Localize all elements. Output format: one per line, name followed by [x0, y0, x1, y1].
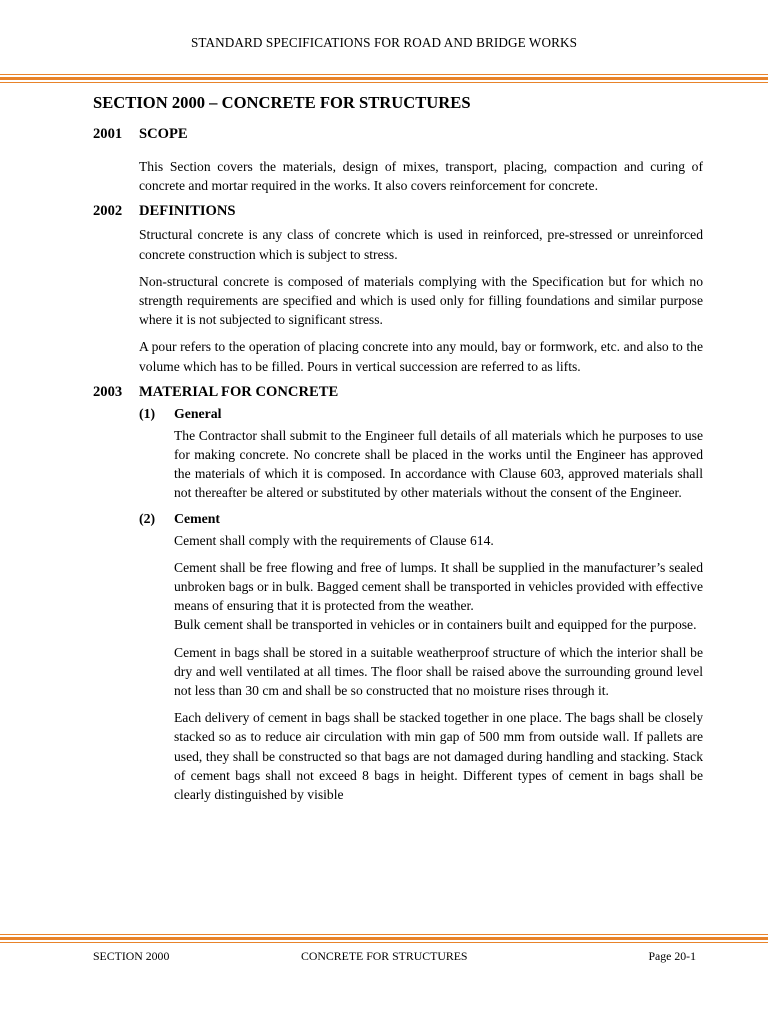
clause-title: DEFINITIONS [139, 203, 236, 220]
subclause-number: (1) [139, 405, 156, 421]
paragraph: Structural concrete is any class of concrete which is used in reinforced, pre-stressed or unreinforced concrete construction which is subject to stress. [139, 227, 703, 262]
paragraph: Cement in bags shall be stored in a suitable weatherproof structure of which the interior shall be dry and well ventilated at all times. The floor shall be raised above the surrounding ground level not less than 30 cm and shall be so constructed that no moisture rises through it. [174, 644, 703, 699]
header-rule [0, 74, 768, 83]
clause-number: 2003 [93, 383, 123, 400]
paragraph: Bulk cement shall be transported in vehicles or in containers built and equipped for the purpose. [174, 617, 697, 633]
subclause-heading-general [139, 406, 703, 422]
clause-heading-scope [93, 126, 703, 143]
clause-number: 2001 [93, 126, 123, 142]
footer-rule [0, 934, 768, 943]
footer-section: SECTION 2000 [93, 949, 170, 963]
footer-page-number: Page 20-1 [648, 949, 696, 963]
paragraph: Non-structural concrete is composed of materials complying with the Specification but for which no strength requirements are specified and which is used only for filling foundations and similar purpose where it is not subjected to significant stress. [139, 273, 703, 328]
footer-title: CONCRETE FOR STRUCTURES [301, 949, 468, 963]
clause-title: SCOPE [139, 126, 188, 142]
page-body [93, 93, 703, 812]
subclause-title: Cement [174, 510, 220, 526]
subclause-number: (2) [139, 510, 156, 526]
subclause-title: General [174, 405, 222, 421]
clause-title: MATERIAL FOR CONCRETE [139, 383, 339, 400]
subclause-heading-cement [139, 511, 703, 527]
paragraph: A pour refers to the operation of placing concrete into any mould, bay or formwork, etc. and also to the volume which has to be filled. Pours in vertical succession are referred to as lifts. [139, 339, 703, 374]
paragraph: Cement shall comply with the requirements of Clause 614. [174, 532, 494, 548]
clause-heading-material [93, 384, 703, 401]
section-title: SECTION 2000 – CONCRETE FOR STRUCTURES [93, 93, 471, 112]
clause-heading-definitions [93, 203, 703, 220]
paragraph: The Contractor shall submit to the Engineer full details of all materials which he purposes to use for making concrete. No concrete shall be placed in the works until the Engineer has approved the materials of which it is composed. In accordance with Clause 603, approved materials shall not thereafter be altered or substituted by other materials without the consent of the Engineer. [174, 427, 703, 501]
paragraph: This Section covers the materials, design of mixes, transport, placing, compaction and curing of concrete and mortar required in the works. It also covers reinforcement for concrete. [139, 159, 703, 194]
running-header: STANDARD SPECIFICATIONS FOR ROAD AND BRIDGE WORKS [190, 35, 578, 50]
paragraph: Each delivery of cement in bags shall be stacked together in one place. The bags shall be closely stacked so as to reduce air circulation with min gap of 500 mm from outside wall. If pallets are used, they shall be constructed so that bags are not damaged during handling and stacking. Stack of cement bags shall not exceed 8 bags in height. Different types of cement in bags shall be clearly distinguished by visible [174, 710, 703, 803]
clause-number: 2002 [93, 203, 123, 220]
paragraph: Cement shall be free flowing and free of lumps. It shall be supplied in the manufacturer’s sealed unbroken bags or in bulk. Bagged cement shall be transported in vehicles provided with effective means of ensuring that it is protected from the weather. [174, 559, 703, 614]
